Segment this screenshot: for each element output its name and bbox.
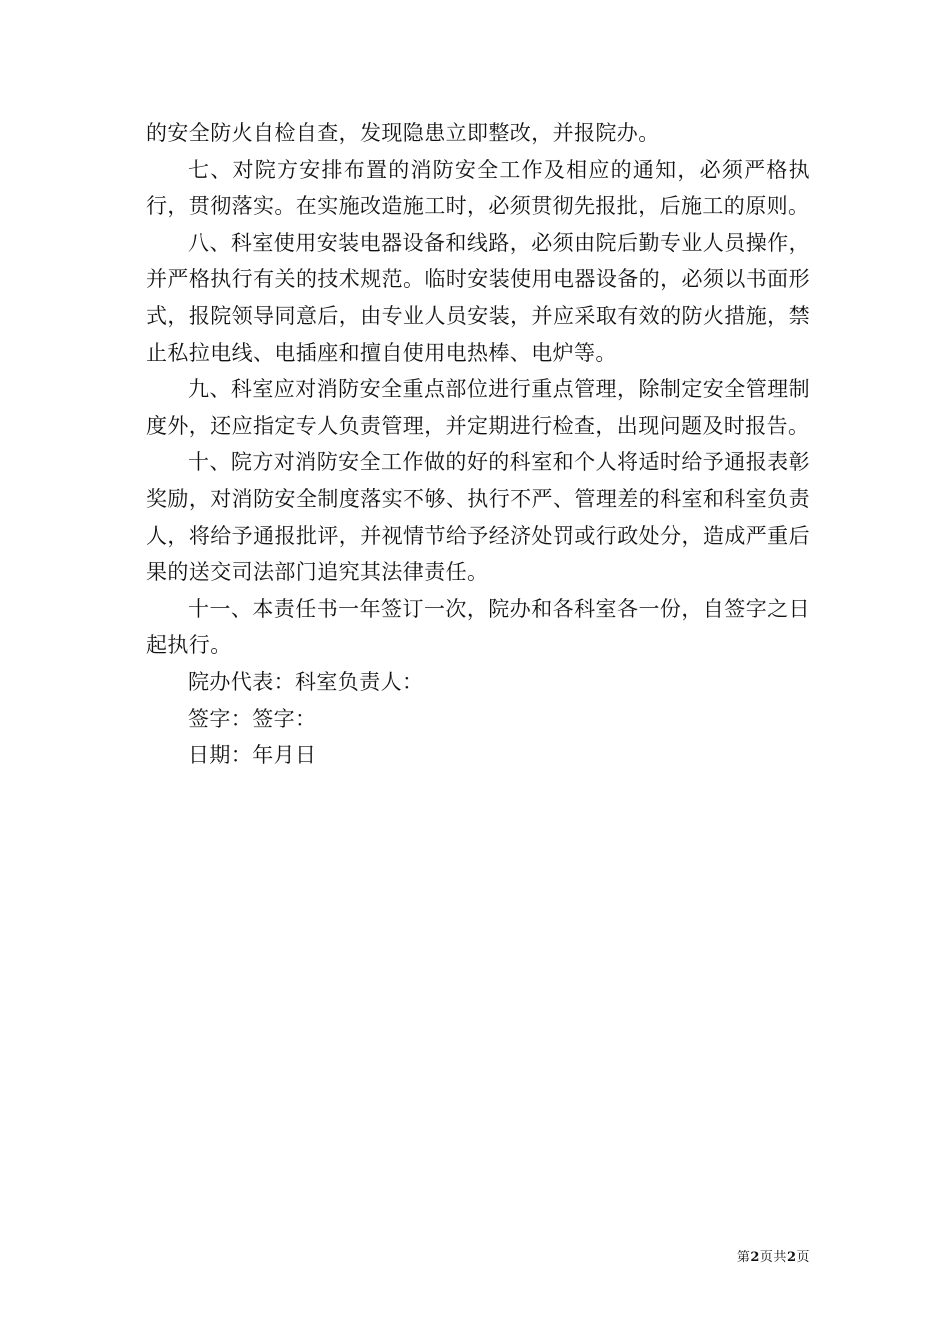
footer-middle: 页共 [759,1250,787,1265]
paragraph-clause-9: 九、科室应对消防安全重点部位进行重点管理，除制定安全管理制度外，还应指定专人负责管理，并定期进行检查，出现问题及时报告。 [146,377,810,438]
paragraph-clause-10: 十、院方对消防安全工作做的好的科室和个人将适时给予通报表彰奖励，对消防安全制度落实不够、执行不严、管理差的科室和科室负责人，将给予通报批评，并视情节给予经济处罚或行政处分，造成严重后果的送交司法部门追究其法律责任。 [146,450,810,585]
paragraph-continuation: 的安全防火自检自查，发现隐患立即整改，并报院办。 [146,121,660,145]
footer-suffix: 页 [796,1250,810,1265]
paragraph-clause-8: 八、科室使用安装电器设备和线路，必须由院后勤专业人员操作，并严格执行有关的技术规范。临时安装使用电器设备的，必须以书面形式，报院领导同意后，由专业人员安装，并应采取有效的防火措施，禁止私拉电线、电插座和擅自使用电热棒、电炉等。 [146,230,810,365]
footer-total-pages: 2 [786,1250,797,1265]
document-body [146,115,810,774]
signature-representatives: 院办代表：科室负责人： [188,669,424,694]
footer-current-page: 2 [750,1250,760,1265]
footer-prefix: 第 [736,1250,751,1265]
paragraph-clause-11: 十一、本责任书一年签订一次，院办和各科室各一份，自签字之日起执行。 [146,596,810,658]
paragraph-clause-7: 七、对院方安排布置的消防安全工作及相应的通知，必须严格执行，贯彻落实。在实施改造施工时，必须贯彻先报批，后施工的原则。 [146,157,810,219]
page-footer [700,1246,810,1265]
signature-signatures: 签字：签字： [188,706,317,731]
signature-date: 日期：年月日 [188,743,317,768]
